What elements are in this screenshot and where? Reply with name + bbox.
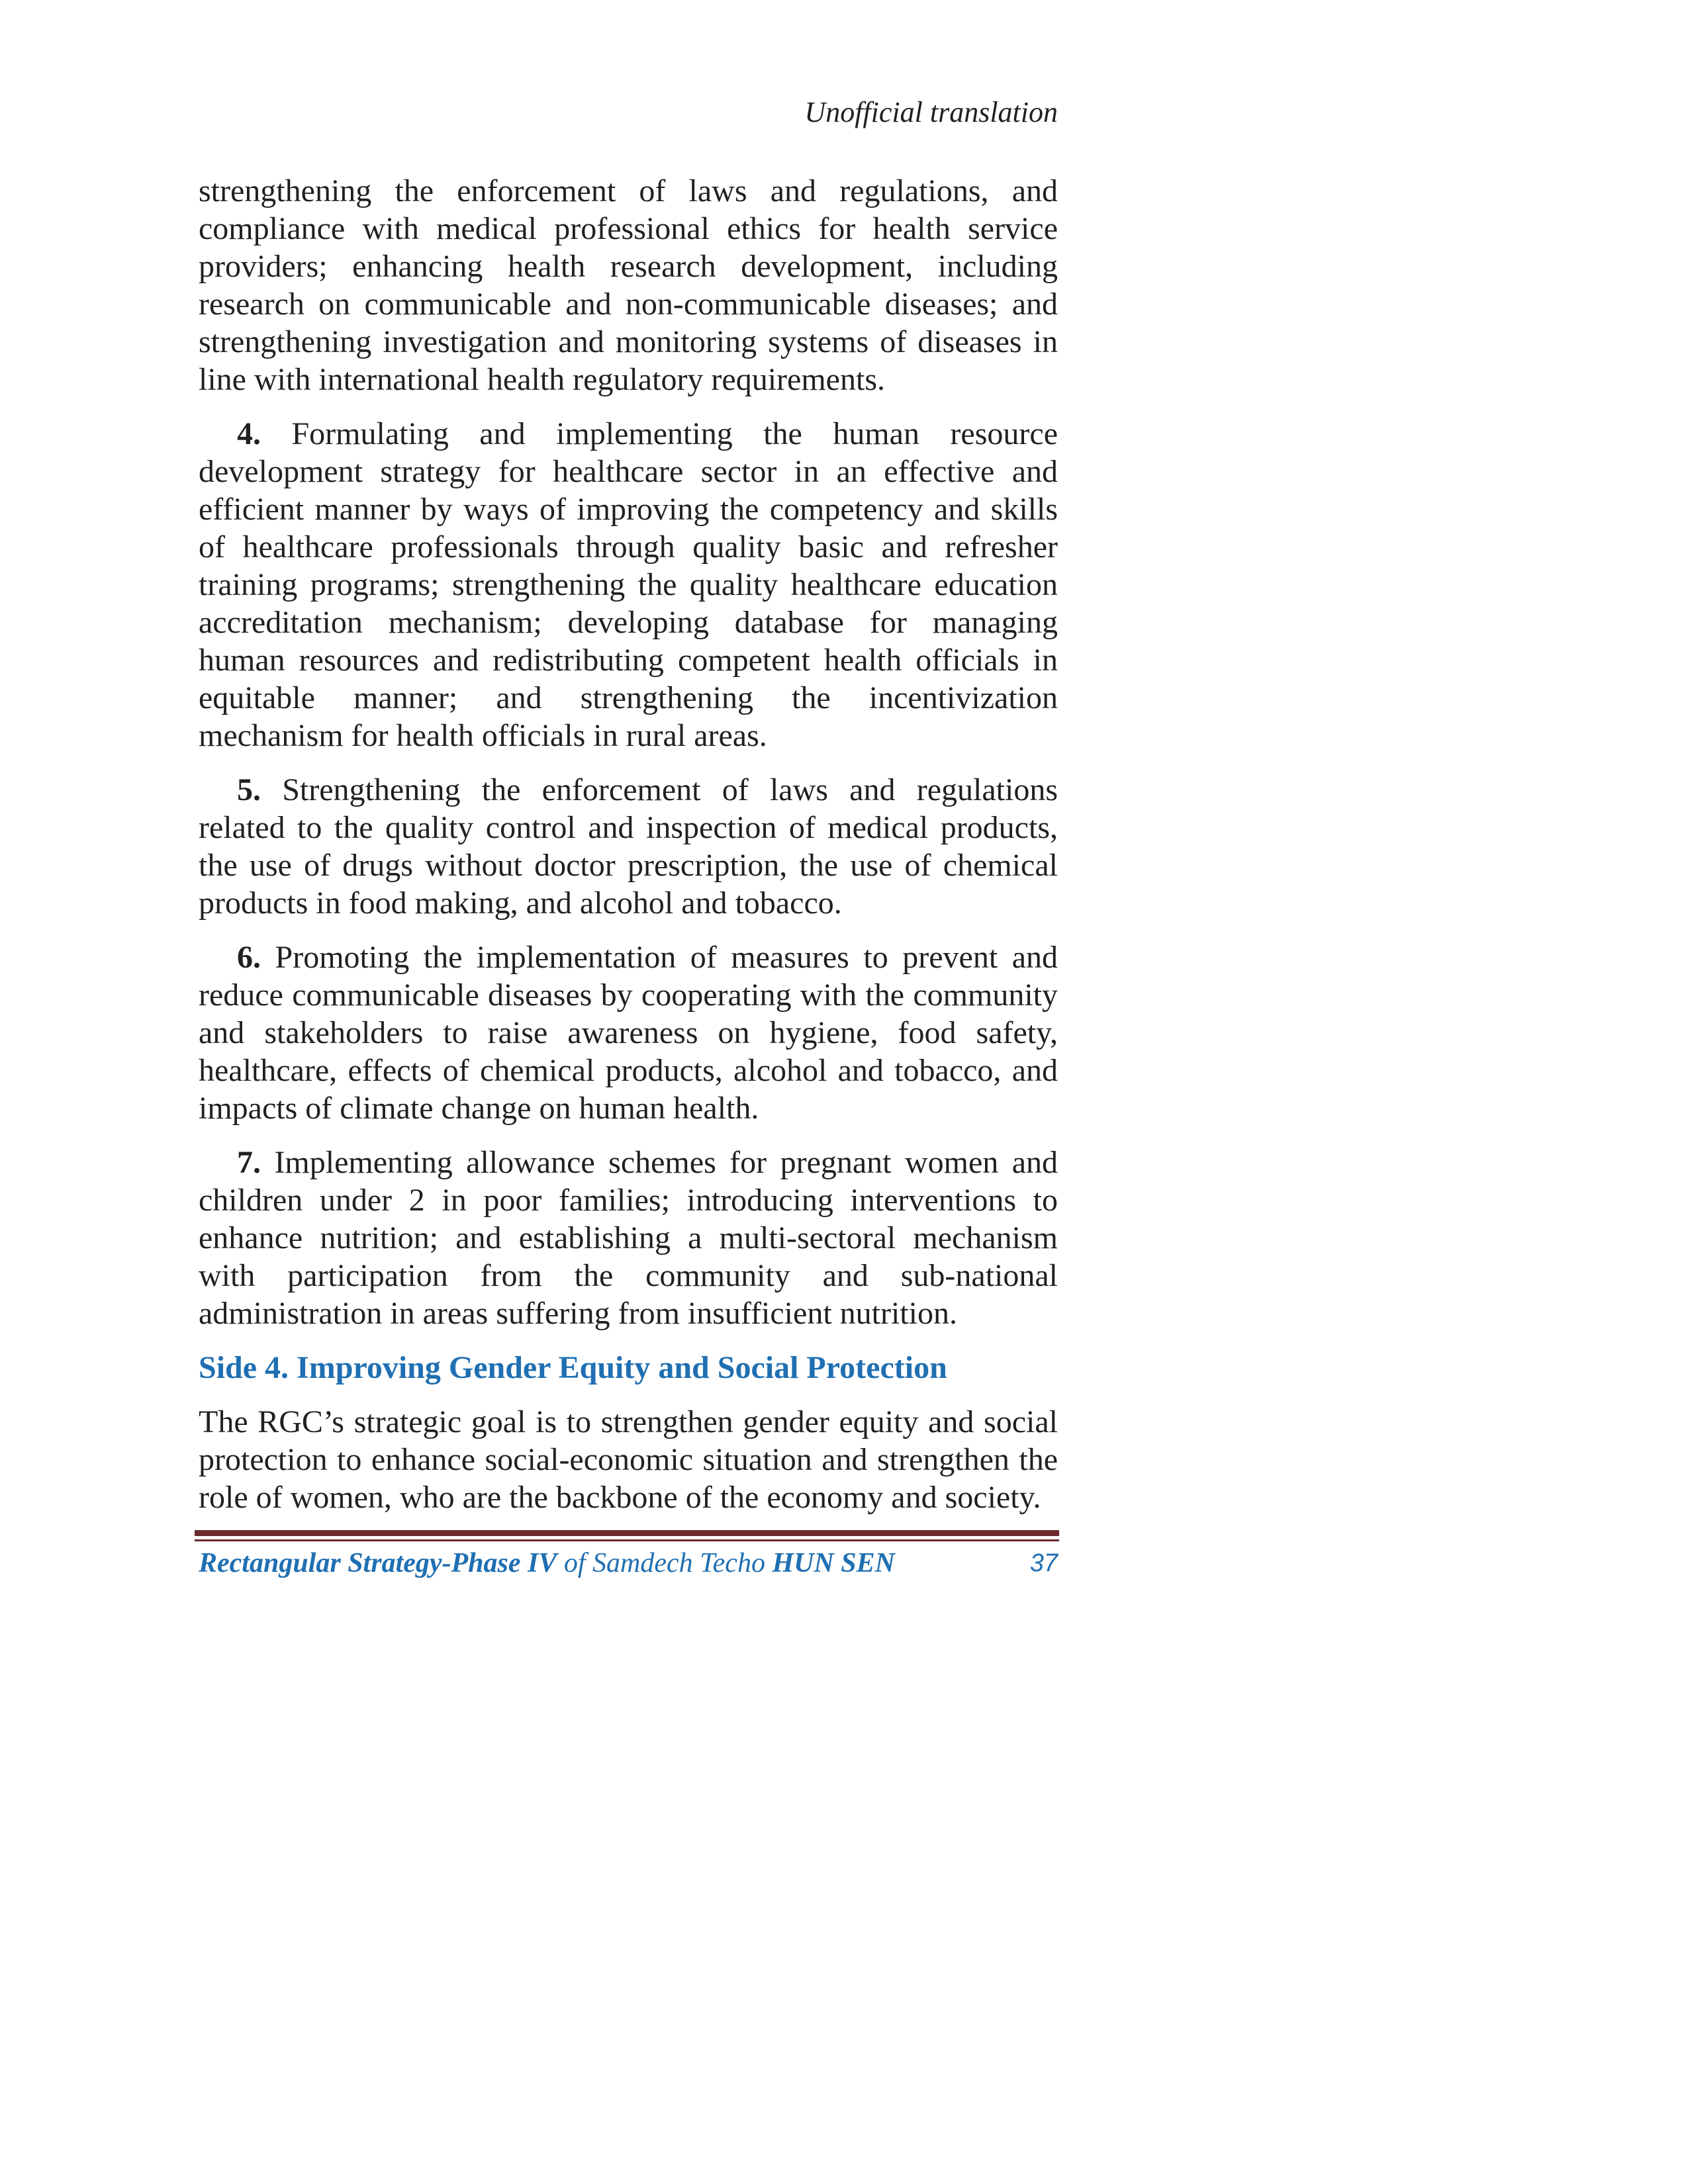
item-text: Formulating and implementing the human resource development strategy for healthcare sector in an effective and efficient manner by ways of improving the competency and skills of healthcare professionals through quality basic and refresher training programs; strengthening the quality healthcare education accreditation mechanism; developing database for managing human resources and redistributing competent health officials in equitable manner; and strengthening the incentivization mechanism for health officials in rural areas.	[199, 416, 1058, 753]
footer-divider-thin	[195, 1539, 1059, 1541]
item-number: 6.	[237, 940, 261, 975]
footer-title-name: HUN SEN	[772, 1548, 895, 1578]
item-text: Implementing allowance schemes for pregnant women and children under 2 in poor families; introducing interventions to enhance nutrition; and establishing a multi-sectoral mechanism with participation from the community and sub-national administration in areas suffering from insufficient nutrition.	[199, 1145, 1058, 1331]
item-text: Promoting the implementation of measures to prevent and reduce communicable diseases by cooperating with the community and stakeholders to raise awareness on hygiene, food safety, healthcare, effects of chemical products, alcohol and tobacco, and impacts of climate change on human health.	[199, 940, 1058, 1126]
section-heading: Side 4. Improving Gender Equity and Social Protection	[199, 1350, 947, 1385]
item-number: 4.	[237, 416, 261, 451]
item-number: 7.	[237, 1145, 261, 1180]
body-text	[199, 172, 1058, 1533]
footer-title-strategy: Rectangular Strategy-Phase IV	[199, 1548, 557, 1578]
item-text: Strengthening the enforcement of laws and regulations related to the quality control and inspection of medical products, the use of drugs without doctor prescription, the use of chemical products in food making, and alcohol and tobacco.	[199, 772, 1058, 921]
paragraph-continuation: strengthening the enforcement of laws and regulations, and compliance with medical professional ethics for health service providers; enhancing health research development, including research on communicable and non-communicable diseases; and strengthening investigation and monitoring systems of diseases in line with international health regulatory requirements.	[199, 173, 1058, 397]
item-number: 5.	[237, 772, 261, 807]
section-paragraph: The RGC’s strategic goal is to strengthen gender equity and social protection to enhance social-economic situation and strengthen the role of women, who are the backbone of the economy and society.	[199, 1404, 1058, 1515]
header-note: Unofficial translation	[804, 96, 1058, 128]
list-item-4	[199, 415, 1058, 754]
footer-divider-thick	[195, 1530, 1059, 1536]
list-item-5	[199, 771, 1058, 922]
page-footer	[199, 1543, 1058, 1583]
footer-title	[199, 1543, 895, 1583]
page-number: 37	[1029, 1549, 1058, 1577]
list-item-6	[199, 938, 1058, 1127]
footer-title-of: of Samdech Techo	[557, 1548, 773, 1578]
list-item-7	[199, 1144, 1058, 1332]
